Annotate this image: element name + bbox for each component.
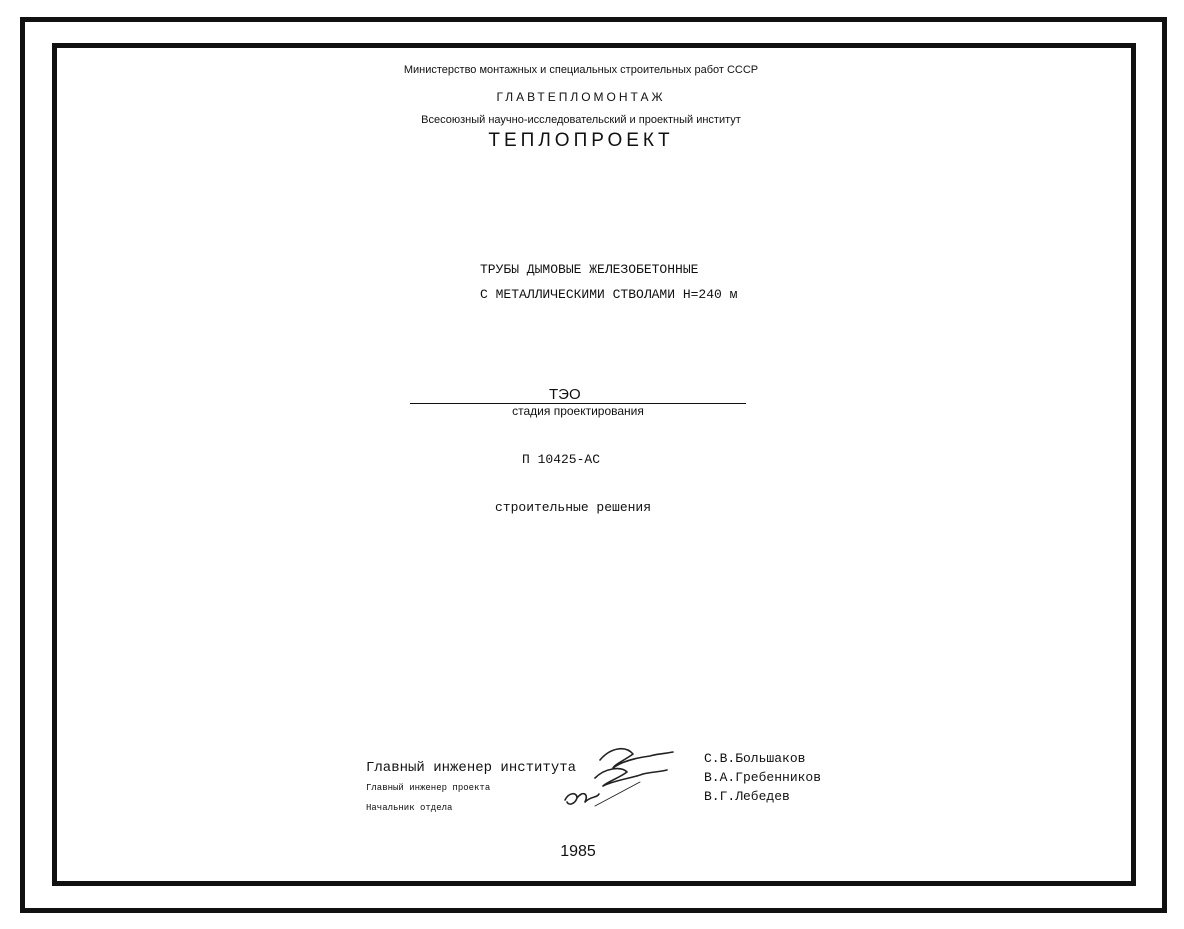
- signatory-position-3: Начальник отдела: [366, 803, 453, 813]
- document-year: 1985: [560, 843, 596, 860]
- signatory-position-2: Главный инженер проекта: [366, 783, 491, 793]
- document-section: строительные решения: [495, 500, 652, 515]
- ministry-name: Министерство монтажных и специальных строительных работ СССР: [403, 64, 759, 76]
- document-title-line-1: ТРУБЫ ДЫМОВЫЕ ЖЕЛЕЗОБЕТОННЫЕ: [480, 262, 699, 277]
- signatory-name-3: В.Г.Лебедев: [704, 789, 790, 804]
- signature-stroke-1: [600, 749, 673, 768]
- signatory-position-1: Главный инженер института: [366, 760, 577, 776]
- main-directorate: ГЛАВТЕПЛОМОНТАЖ: [496, 90, 666, 104]
- design-stage-code: ТЭО: [549, 386, 581, 403]
- signature-stroke-4: [595, 782, 640, 806]
- handwritten-signatures: [555, 740, 685, 815]
- document-title-line-2: С МЕТАЛЛИЧЕСКИМИ СТВОЛАМИ Н=240 м: [480, 287, 738, 302]
- signatory-name-2: В.А.Гребенников: [704, 770, 822, 785]
- institute-description: Всесоюзный научно-исследовательский и проектный институт: [421, 114, 741, 126]
- institute-name: ТЕПЛОПРОЕКТ: [488, 130, 674, 151]
- signature-stroke-3: [565, 794, 599, 804]
- design-stage-label: стадия проектирования: [512, 404, 644, 418]
- document-code: П 10425-АС: [522, 452, 601, 467]
- signature-stroke-2: [595, 769, 667, 786]
- signatory-name-1: С.В.Большаков: [704, 751, 806, 766]
